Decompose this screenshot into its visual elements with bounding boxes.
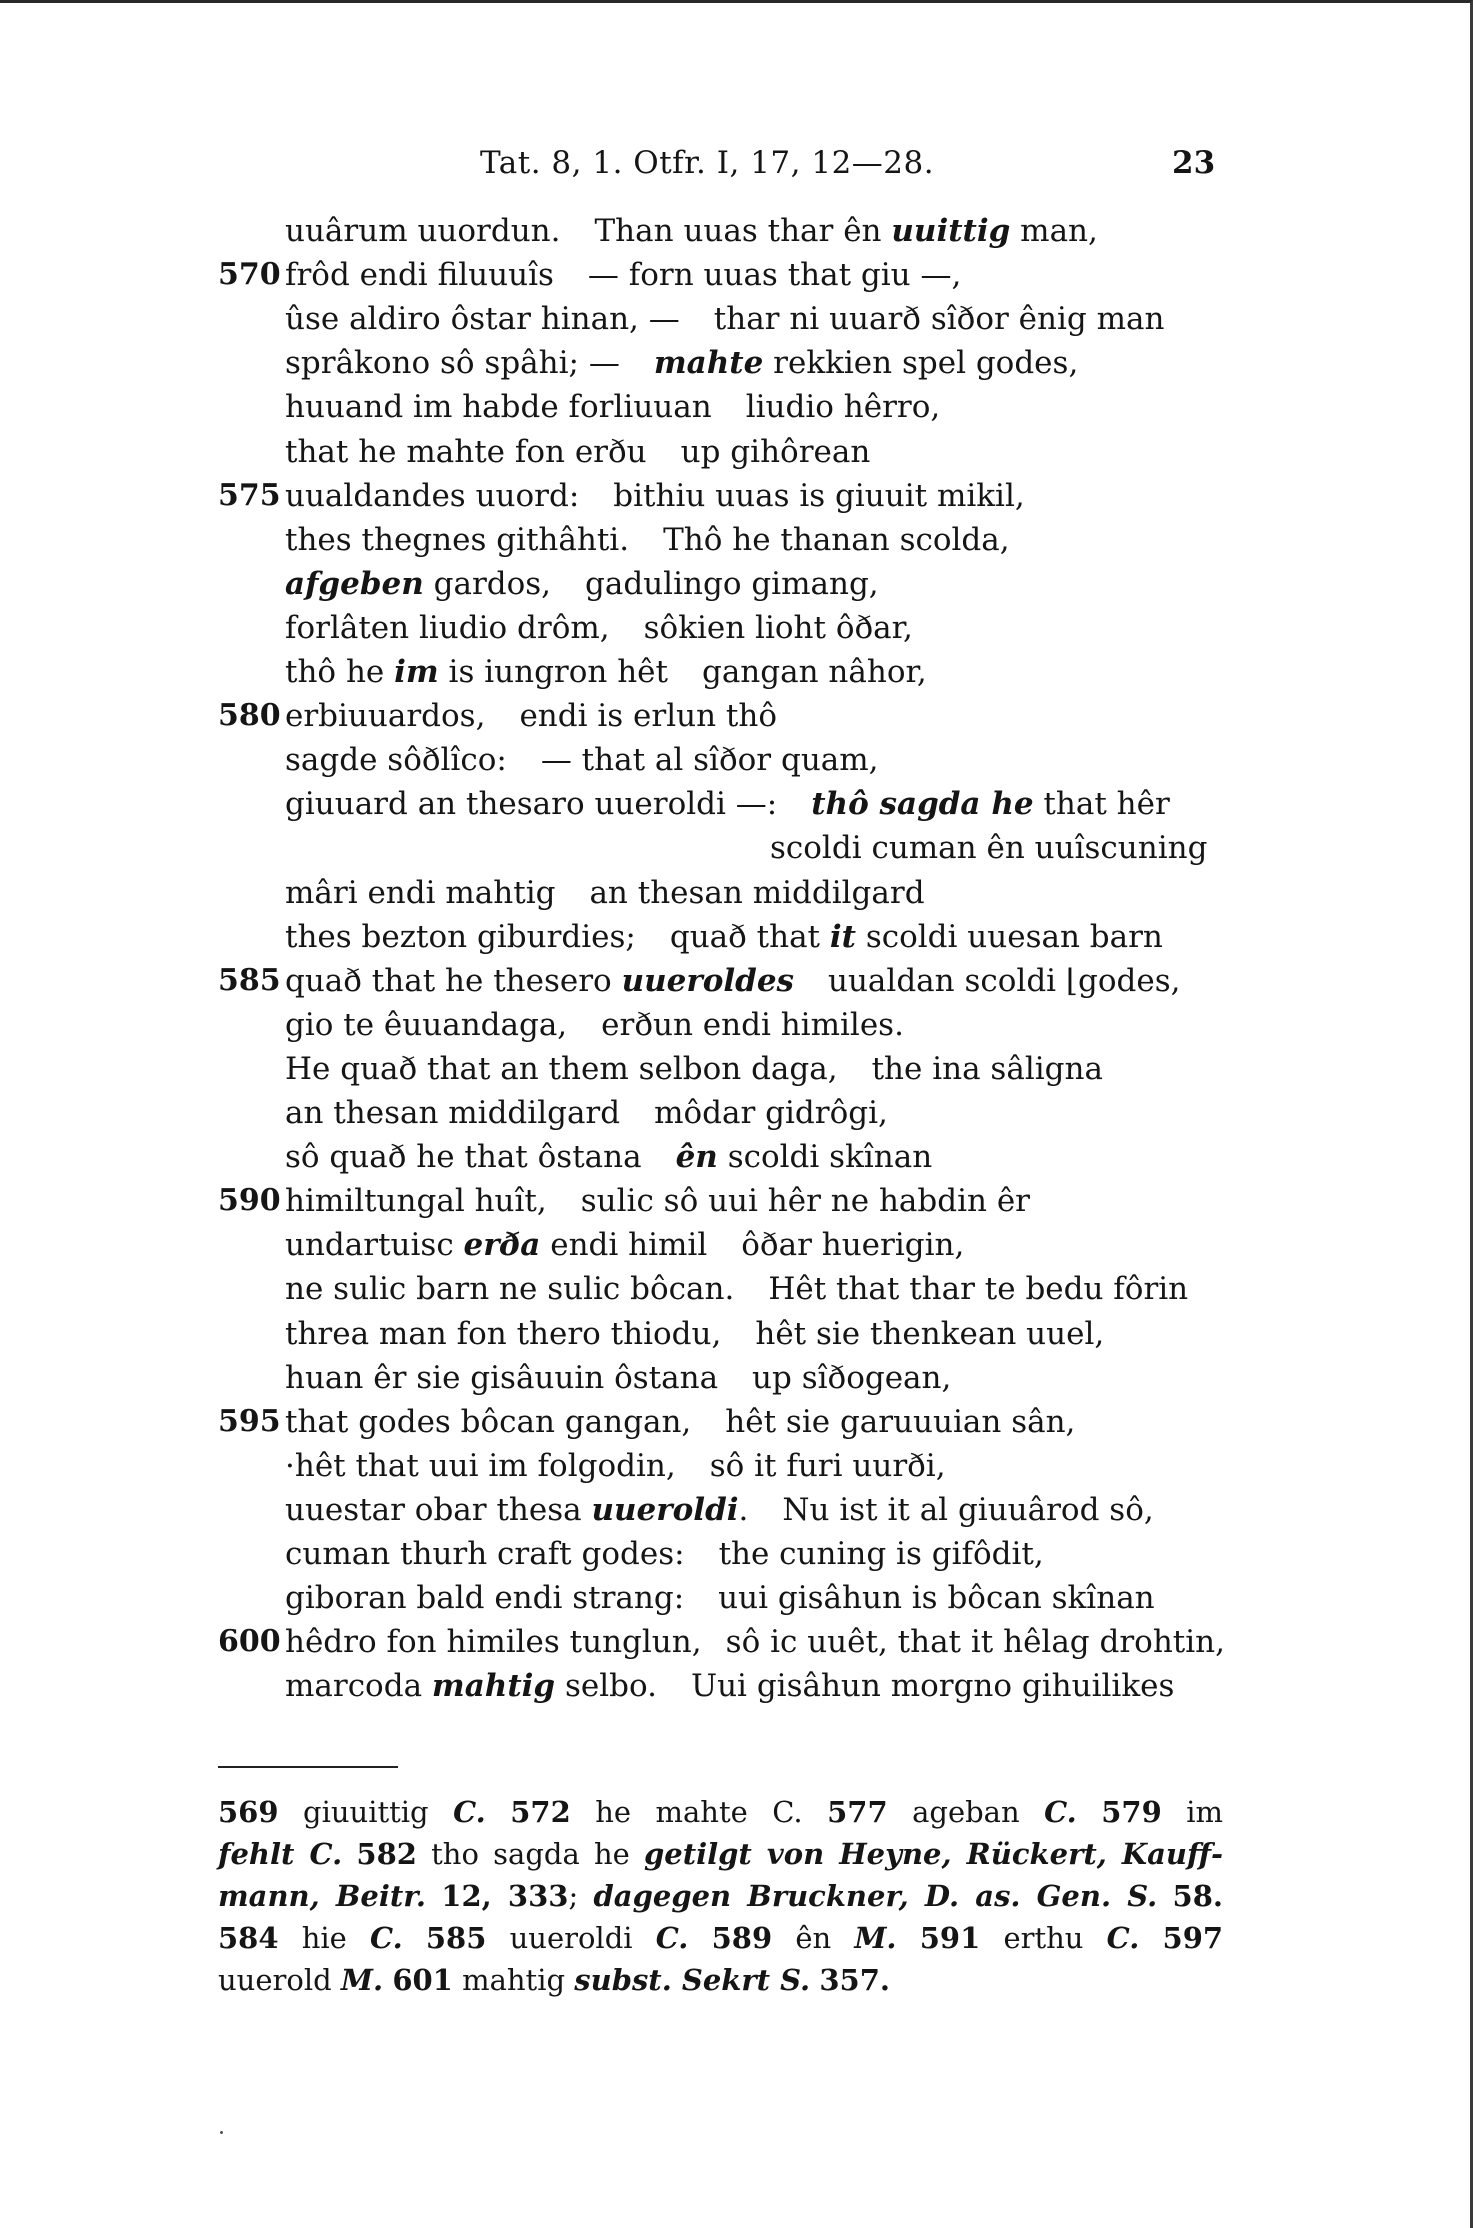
half-line-b: erðun endi himiles. — [601, 1007, 904, 1043]
line-number: 585 — [218, 963, 281, 998]
half-line-b: an thesan middilgard — [589, 875, 925, 911]
half-line-b: sôkien lioht ôðar, — [643, 610, 913, 646]
verse-line — [0, 345, 1473, 389]
line-number: 600 — [218, 1624, 281, 1659]
verse-line — [0, 698, 1473, 742]
verse-line — [0, 786, 1473, 830]
line-number: 590 — [218, 1183, 281, 1218]
verse-line — [0, 1360, 1473, 1404]
half-line-a: giboran bald endi strang: — [285, 1580, 685, 1616]
half-line-b: thô sagda he that hêr — [811, 786, 1170, 822]
verse-line — [0, 742, 1473, 786]
page-number: 23 — [1172, 145, 1216, 181]
half-line-a: erbiuuardos, — [285, 698, 486, 734]
half-line-b: Thô he thanan scolda, — [663, 522, 1010, 558]
half-line-a: giuuard an thesaro uueroldi —: — [285, 786, 778, 822]
half-line-a: thô he im is iungron hêt — [285, 654, 668, 690]
half-line-a: sagde sôðlîco: — [285, 742, 507, 778]
footnote-line: mann, Beitr. 12, 333; dagegen Bruckner, D. as. Gen. S. 58. — [218, 1879, 1223, 1913]
half-line-a: uualdandes uuord: — [285, 478, 580, 514]
footnotes — [218, 1791, 1223, 2001]
half-line-b: uui gisâhun is bôcan skînan — [718, 1580, 1155, 1616]
verse-line — [0, 522, 1473, 566]
half-line-b: quað that it scoldi uuesan barn — [669, 919, 1163, 955]
half-line-a: He quað that an them selbon daga, — [285, 1051, 838, 1087]
half-line-a: afgeben gardos, — [285, 566, 552, 602]
page-header — [0, 145, 1473, 185]
half-line-b: hêt sie garuuuian sân, — [725, 1404, 1076, 1440]
half-line-b: up gihôrean — [680, 434, 871, 470]
half-line-b: sô it furi uurði, — [709, 1448, 946, 1484]
half-line-a: himiltungal huît, — [285, 1183, 547, 1219]
half-line-b: bithiu uuas is giuuit mikil, — [613, 478, 1025, 514]
line-number: 580 — [218, 698, 281, 733]
footnote-line: uuerold M. 601 mahtig subst. Sekrt S. 357. — [218, 1963, 891, 1997]
half-line-a: forlâten liudio drôm, — [285, 610, 610, 646]
verse-line — [0, 1095, 1473, 1139]
verse-line — [0, 478, 1473, 522]
half-line-a: that godes bôcan gangan, — [285, 1404, 692, 1440]
half-line-b: hêt sie thenkean uuel, — [755, 1316, 1105, 1352]
half-line-a: sprâkono sô spâhi; — — [285, 345, 620, 381]
verse-line — [0, 1624, 1473, 1668]
half-line-a: frôd endi filuuuîs — [285, 257, 554, 293]
half-line-a: undartuisc erða endi himil — [285, 1227, 708, 1263]
line-number: 575 — [218, 478, 281, 513]
half-line-b: liudio hêrro, — [745, 389, 941, 425]
half-line-b: sulic sô uui hêr ne habdin êr — [580, 1183, 1030, 1219]
verse-line — [0, 1271, 1473, 1315]
half-line-b: ên scoldi skînan — [675, 1139, 933, 1175]
verse-line — [0, 434, 1473, 478]
line-number: 570 — [218, 257, 281, 292]
half-line-a: mâri endi mahtig — [285, 875, 556, 911]
verse-line — [0, 1668, 1473, 1712]
half-line-a: ûse aldiro ôstar hinan, — — [285, 301, 680, 337]
half-line-b: uualdan scoldi ⌊godes, — [828, 963, 1181, 999]
half-line-a: ·hêt that uui im folgodin, — [285, 1448, 676, 1484]
verse-line — [0, 1139, 1473, 1183]
verse-line — [0, 654, 1473, 698]
half-line-a: uuârum uuordun. — [285, 213, 561, 249]
half-line-a: thes thegnes githâhti. — [285, 522, 630, 558]
verse-line — [0, 1227, 1473, 1271]
half-line-b: up sîðogean, — [752, 1360, 952, 1396]
line-number: 595 — [218, 1404, 281, 1439]
half-line-b: gangan nâhor, — [701, 654, 927, 690]
half-line-b: ôðar huerigin, — [741, 1227, 965, 1263]
verse-line — [0, 830, 1473, 874]
half-line-b: — that al sîðor quam, — [540, 742, 879, 778]
footnote-line: 584 hie C. 585 uueroldi C. 589 ên M. 591 erthu C. 597 — [218, 1921, 1224, 1955]
half-line-b: mahte rekkien spel godes, — [653, 345, 1079, 381]
half-line-b: thar ni uuarð sîðor ênig man — [713, 301, 1165, 337]
half-line-a: ne sulic barn ne sulic bôcan. — [285, 1271, 735, 1307]
verse-line — [0, 566, 1473, 610]
half-line-b: the cuning is gifôdit, — [718, 1536, 1044, 1572]
half-line-b: Nu ist it al giuuârod sô, — [782, 1492, 1154, 1528]
half-line-a: gio te êuuandaga, — [285, 1007, 568, 1043]
half-line-b: the ina sâligna — [871, 1051, 1103, 1087]
footnote-rule — [218, 1766, 398, 1768]
half-line-a: an thesan middilgard — [285, 1095, 621, 1131]
half-line-b: môdar gidrôgi, — [654, 1095, 888, 1131]
half-line-a: threa man fon thero thiodu, — [285, 1316, 722, 1352]
half-line-b: scoldi cuman ên uuîscuning — [770, 830, 1208, 866]
half-line-a: cuman thurh craft godes: — [285, 1536, 685, 1572]
print-speck — [220, 2131, 223, 2134]
footnote-line: fehlt C. 582 tho sagda he getilgt von Heyne, Rückert, Kauff- — [218, 1837, 1224, 1871]
half-line-b: endi is erlun thô — [519, 698, 777, 734]
half-line-a: marcoda mahtig selbo. — [285, 1668, 657, 1704]
verse-line — [0, 389, 1473, 433]
verse-line — [0, 257, 1473, 301]
verse-line — [0, 610, 1473, 654]
verse-line — [0, 1492, 1473, 1536]
verse-line — [0, 1051, 1473, 1095]
half-line-b: Than uuas thar ên uuittig man, — [594, 213, 1098, 249]
verse-line — [0, 1448, 1473, 1492]
verse-line — [0, 963, 1473, 1007]
verse-line — [0, 1404, 1473, 1448]
verse-line — [0, 919, 1473, 963]
half-line-b: — forn uuas that giu —, — [587, 257, 962, 293]
verse-line — [0, 1580, 1473, 1624]
half-line-a: thes bezton giburdies; — [285, 919, 636, 955]
half-line-b: gadulingo gimang, — [585, 566, 879, 602]
half-line-a: huan êr sie gisâuuin ôstana — [285, 1360, 719, 1396]
footnote-line: 569 giuuittig C. 572 he mahte C. 577 ageban C. 579 im — [218, 1795, 1224, 1829]
half-line-a: huuand im habde forliuuan — [285, 389, 712, 425]
half-line-a: hêdro fon himiles tunglun, — [285, 1624, 702, 1660]
verse-line — [0, 301, 1473, 345]
verse-line — [0, 1183, 1473, 1227]
verse-line — [0, 1007, 1473, 1051]
verse-line — [0, 1536, 1473, 1580]
half-line-b: sô ic uuêt, that it hêlag drohtin, — [725, 1624, 1225, 1660]
half-line-b: Uui gisâhun morgno gihuilikes — [690, 1668, 1175, 1704]
half-line-a: quað that he thesero uueroldes — [285, 963, 794, 999]
half-line-a: uuestar obar thesa uueroldi. — [285, 1492, 749, 1528]
running-head: Tat. 8, 1. Otfr. I, 17, 12—28. — [480, 145, 935, 181]
verse-line — [0, 1316, 1473, 1360]
verse-line — [0, 875, 1473, 919]
half-line-a: that he mahte fon erðu — [285, 434, 647, 470]
verse-line — [0, 213, 1473, 257]
half-line-a: sô quað he that ôstana — [285, 1139, 642, 1175]
half-line-b: Hêt that thar te bedu fôrin — [768, 1271, 1189, 1307]
